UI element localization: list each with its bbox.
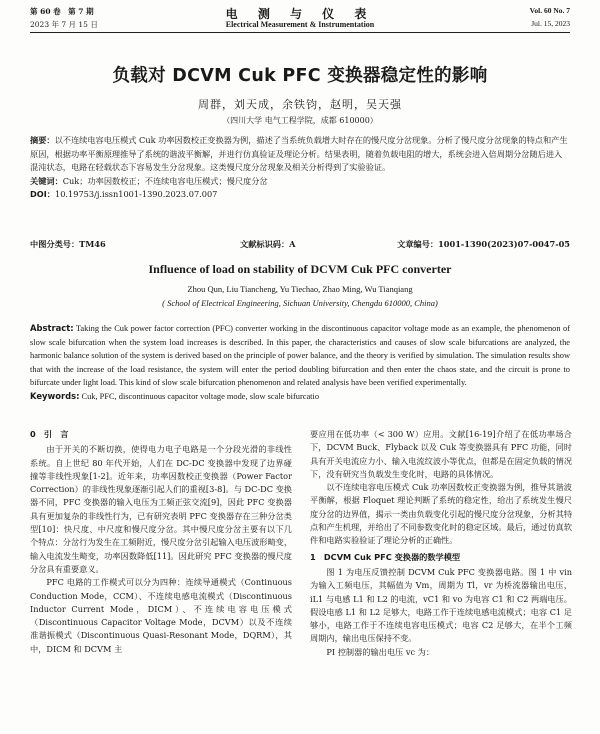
body-paragraph: 图 1 为电压反馈控制 DCVM Cuk PFC 变换器电路。图 1 中 vin 为输入工频电压，其幅值为 Vm，周期为 Tl，vr 为桥流器输出电压，iL1 与电感 L1 和 L2 的电流，vC1 和 vo 为电容 C1 和 C2 两端电压。假设电感 L1 和 L2 足够大，电路工作于连续电感电流模式；电容 C1 足够小，电路工作于不连续电容电压模式；电容 C2 足够大，在半个工频周期内，输出电压保持不变。	[310, 566, 572, 644]
article-number: 文章编号：1001-1390(2023)07-0047-05	[397, 239, 570, 249]
cn-abstract-text: 以不连续电容电压模式 Cuk 功率因数校正变换器为例，描述了当系统负载增大时存在的慢尺度分岔现象。分析了慢尺度分岔现象的特点和产生原因，根据功率平衡原理推导了系统的谐波平衡解，并进行仿真验证及理论分析。结果表明，随着负载电阻的增大，系统会进入倍周期分岔随后进入混沌状态，电路在轻载状态下容易发生分岔现象。这类慢尺度分岔现象及相关分析得到了实验验证。	[30, 135, 568, 173]
document-code: 文献标识码：A	[240, 239, 296, 249]
cn-abstract-label: 摘要：	[30, 135, 55, 145]
section-0-heading: 0 引 言	[30, 429, 69, 439]
en-keywords: Cuk, PFC, discontinuous capacitor voltage mode, slow scale bifurcatio	[81, 391, 320, 401]
date-en: Jul. 15, 2023	[531, 19, 570, 28]
body-left-column	[30, 428, 292, 656]
cn-affiliation: （四川大学 电气工程学院，成都 610000）	[222, 116, 378, 125]
section-1-heading: 1 DCVM Cuk PFC 变换器的数学模型	[310, 551, 461, 562]
en-title: Influence of load on stability of DCVM Cuk PFC converter	[148, 262, 452, 276]
en-abstract-label: Abstract:	[30, 323, 74, 333]
cn-doi[interactable]: 10.19753/j.issn1001-1390.2023.07.007	[55, 189, 218, 200]
en-authors: Zhou Qun, Liu Tiancheng, Yu Tiechao, Zhao Ming, Wu Tianqiang	[187, 284, 413, 294]
en-abstract-block	[30, 322, 570, 404]
classification-line	[30, 239, 570, 251]
body-paragraph: 由于开关的不断切换，使得电力电子电路是一个分段光滑的非线性系统。自上世纪 80 年代开始，人们在 DC-DC 变换器中发现了边界碰撞等非线性现象[1-2]。近年来，功率因数校正变换器（Power Factor Correction）的非线性现象逐渐引起人们的重视[3-8]。与 DC-DC 变换器不同，PFC 变换器的输入电压为工频正弦交流[9]，因此 PFC 变换器具有更加复杂的非线性行为，已有研究表明 PFC 变换器存在三种分岔类型[10]：快尺度、中尺度和慢尺度分岔。其中慢尺度分岔主要有以下几个特点：分岔行为发生在工频附近，慢尺度分岔引起输入电压波形畸变，输入电流发生畸变，功率因数降低[11]。因此研究 PFC 变换器的慢尺度分岔具有重要意义。	[30, 444, 293, 574]
body-right-column	[310, 428, 572, 659]
body-paragraph: 以不连续电容电压模式 Cuk 功率因数校正变换器为例，推导其谐波平衡解，根据 Floquet 理论判断了系统的稳定性，给出了系统发生慢尺度分岔的边界值，揭示一类由负载变化引起的慢尺度分岔现象，分析其特点和产生机理，并给出了不同参数变化时的稳定区域。最后，通过仿真软件和电路实验验证了理论分析的正确性。	[310, 482, 573, 546]
journal-name-cn: 电 测 与 仪 表	[225, 7, 375, 21]
body-paragraph: 要应用在低功率（< 300 W）应用。文献[16-19]介绍了在低功率场合下，DCVM Buck、Flyback 以及 Cuk 等变换器具有 PFC 功能，同时具有开关电流应力小、输入电流纹波小等优点，但都是在固定负载的情况下，没有研究当负载发生变化时，电路的具体情况。	[310, 429, 573, 479]
volume-en: Vol. 60 No. 7	[529, 6, 570, 15]
body-paragraph: PFC 电路的工作模式可以分为四种：连续导通模式（Continuous Conduction Mode，CCM）、不连续电感电流模式（Discontinuous Inductor Current Mode，DICM）、不连续电容电压模式（Discontinuous Capacitor Voltage Mode，DCVM）以及不连续准谐振模式（Discontinuous Quasi-Resonant Mode，DQRM），其中，DICM 和 DCVM 主	[30, 577, 292, 654]
volume-cn: 第 60 卷 第 7 期	[30, 7, 94, 16]
date-cn: 2023 年 7 月 15 日	[30, 20, 98, 29]
clc-number: 中图分类号：TM46	[30, 239, 106, 249]
header-rule	[30, 32, 570, 33]
en-keywords-label: Keywords:	[30, 390, 80, 401]
journal-name-en: Electrical Measurement & Instrumentation	[225, 20, 375, 29]
cn-keywords: Cuk；功率因数校正；不连续电容电压模式；慢尺度分岔	[62, 175, 268, 186]
en-affiliation: ( School of Electrical Engineering, Sichuan University, Chengdu 610000, China)	[162, 298, 438, 308]
cn-abstract-block	[30, 134, 570, 202]
en-abstract-text: Taking the Cuk power factor correction (PFC) converter working in the discontinuous capacitor voltage mode as an example, the phenomenon of slow scale bifurcation when the system load increases is described. In this paper, the characteristics and causes of slow scale bifurcations are analyzed, the harmonic balance solution of the system is derived based on the principle of power balance, and the theory is verified by simulation. The simulation results show that with the increase of the load resistance, the system will enter the period doubling bifurcation and then enter the chaos state, and the circuit is prone to bifurcate under light load. This kind of slow scale bifurcation phenomenon and related analysis have been verified experimentally.	[30, 324, 570, 388]
body-paragraph: PI 控制器的输出电压 vc 为：	[326, 646, 435, 657]
cn-title: 负载对 DCVM Cuk PFC 变换器稳定性的影响	[112, 66, 488, 86]
cn-keywords-label: 关键词：	[30, 175, 63, 186]
cn-doi-label: DOI：	[30, 189, 55, 200]
cn-authors: 周群，刘天成，余铁钧，赵明，吴天强	[198, 98, 402, 111]
